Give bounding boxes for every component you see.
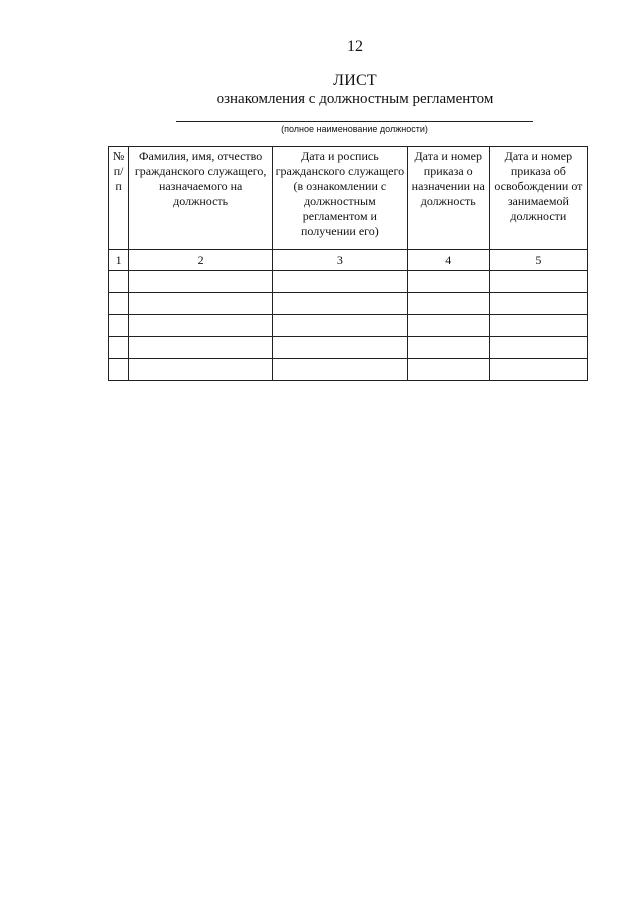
table-cell — [407, 359, 489, 381]
table-cell — [109, 293, 129, 315]
table-row — [109, 359, 588, 381]
table-cell — [407, 271, 489, 293]
table-cell — [273, 337, 408, 359]
table-row — [109, 337, 588, 359]
column-number-row — [109, 250, 588, 271]
column-number: 4 — [407, 250, 489, 271]
table-cell — [273, 293, 408, 315]
header-full-name: Фамилия, имя, отчество гражданского служащего, назначаемого на должность — [129, 147, 273, 250]
column-number: 1 — [109, 250, 129, 271]
table-cell — [273, 359, 408, 381]
table-header-row — [109, 147, 588, 250]
table-cell — [109, 359, 129, 381]
position-name-line — [176, 121, 533, 122]
table-cell — [129, 293, 273, 315]
table-cell — [109, 315, 129, 337]
table-row — [109, 293, 588, 315]
table-cell — [407, 337, 489, 359]
table-cell — [273, 271, 408, 293]
table-cell — [407, 315, 489, 337]
document-subtitle: ознакомления с должностным регламентом — [216, 91, 494, 107]
table-cell — [129, 271, 273, 293]
document-title: ЛИСТ — [333, 72, 377, 89]
table-cell — [407, 293, 489, 315]
column-number: 5 — [489, 250, 587, 271]
table-cell — [129, 315, 273, 337]
table-cell — [109, 271, 129, 293]
table-cell — [129, 359, 273, 381]
table-cell — [489, 293, 587, 315]
table-cell — [273, 315, 408, 337]
position-name-caption: (полное наименование должности) — [281, 124, 428, 134]
table-cell — [109, 337, 129, 359]
page-number: 12 — [347, 38, 363, 55]
column-number: 3 — [273, 250, 408, 271]
table-cell — [489, 271, 587, 293]
acquaintance-table — [108, 146, 588, 381]
header-dismissal-order: Дата и номер приказа об освобождении от занимаемой должности — [489, 147, 587, 250]
table-cell — [489, 315, 587, 337]
column-number: 2 — [129, 250, 273, 271]
header-appointment-order: Дата и номер приказа о назначении на должность — [407, 147, 489, 250]
table-cell — [129, 337, 273, 359]
table-cell — [489, 359, 587, 381]
table-cell — [489, 337, 587, 359]
table-row — [109, 271, 588, 293]
header-row-number: № п/п — [109, 147, 129, 250]
header-date-signature: Дата и роспись гражданского служащего (в ознакомлении с должностным регламентом и получении его) — [273, 147, 408, 250]
table-row — [109, 315, 588, 337]
